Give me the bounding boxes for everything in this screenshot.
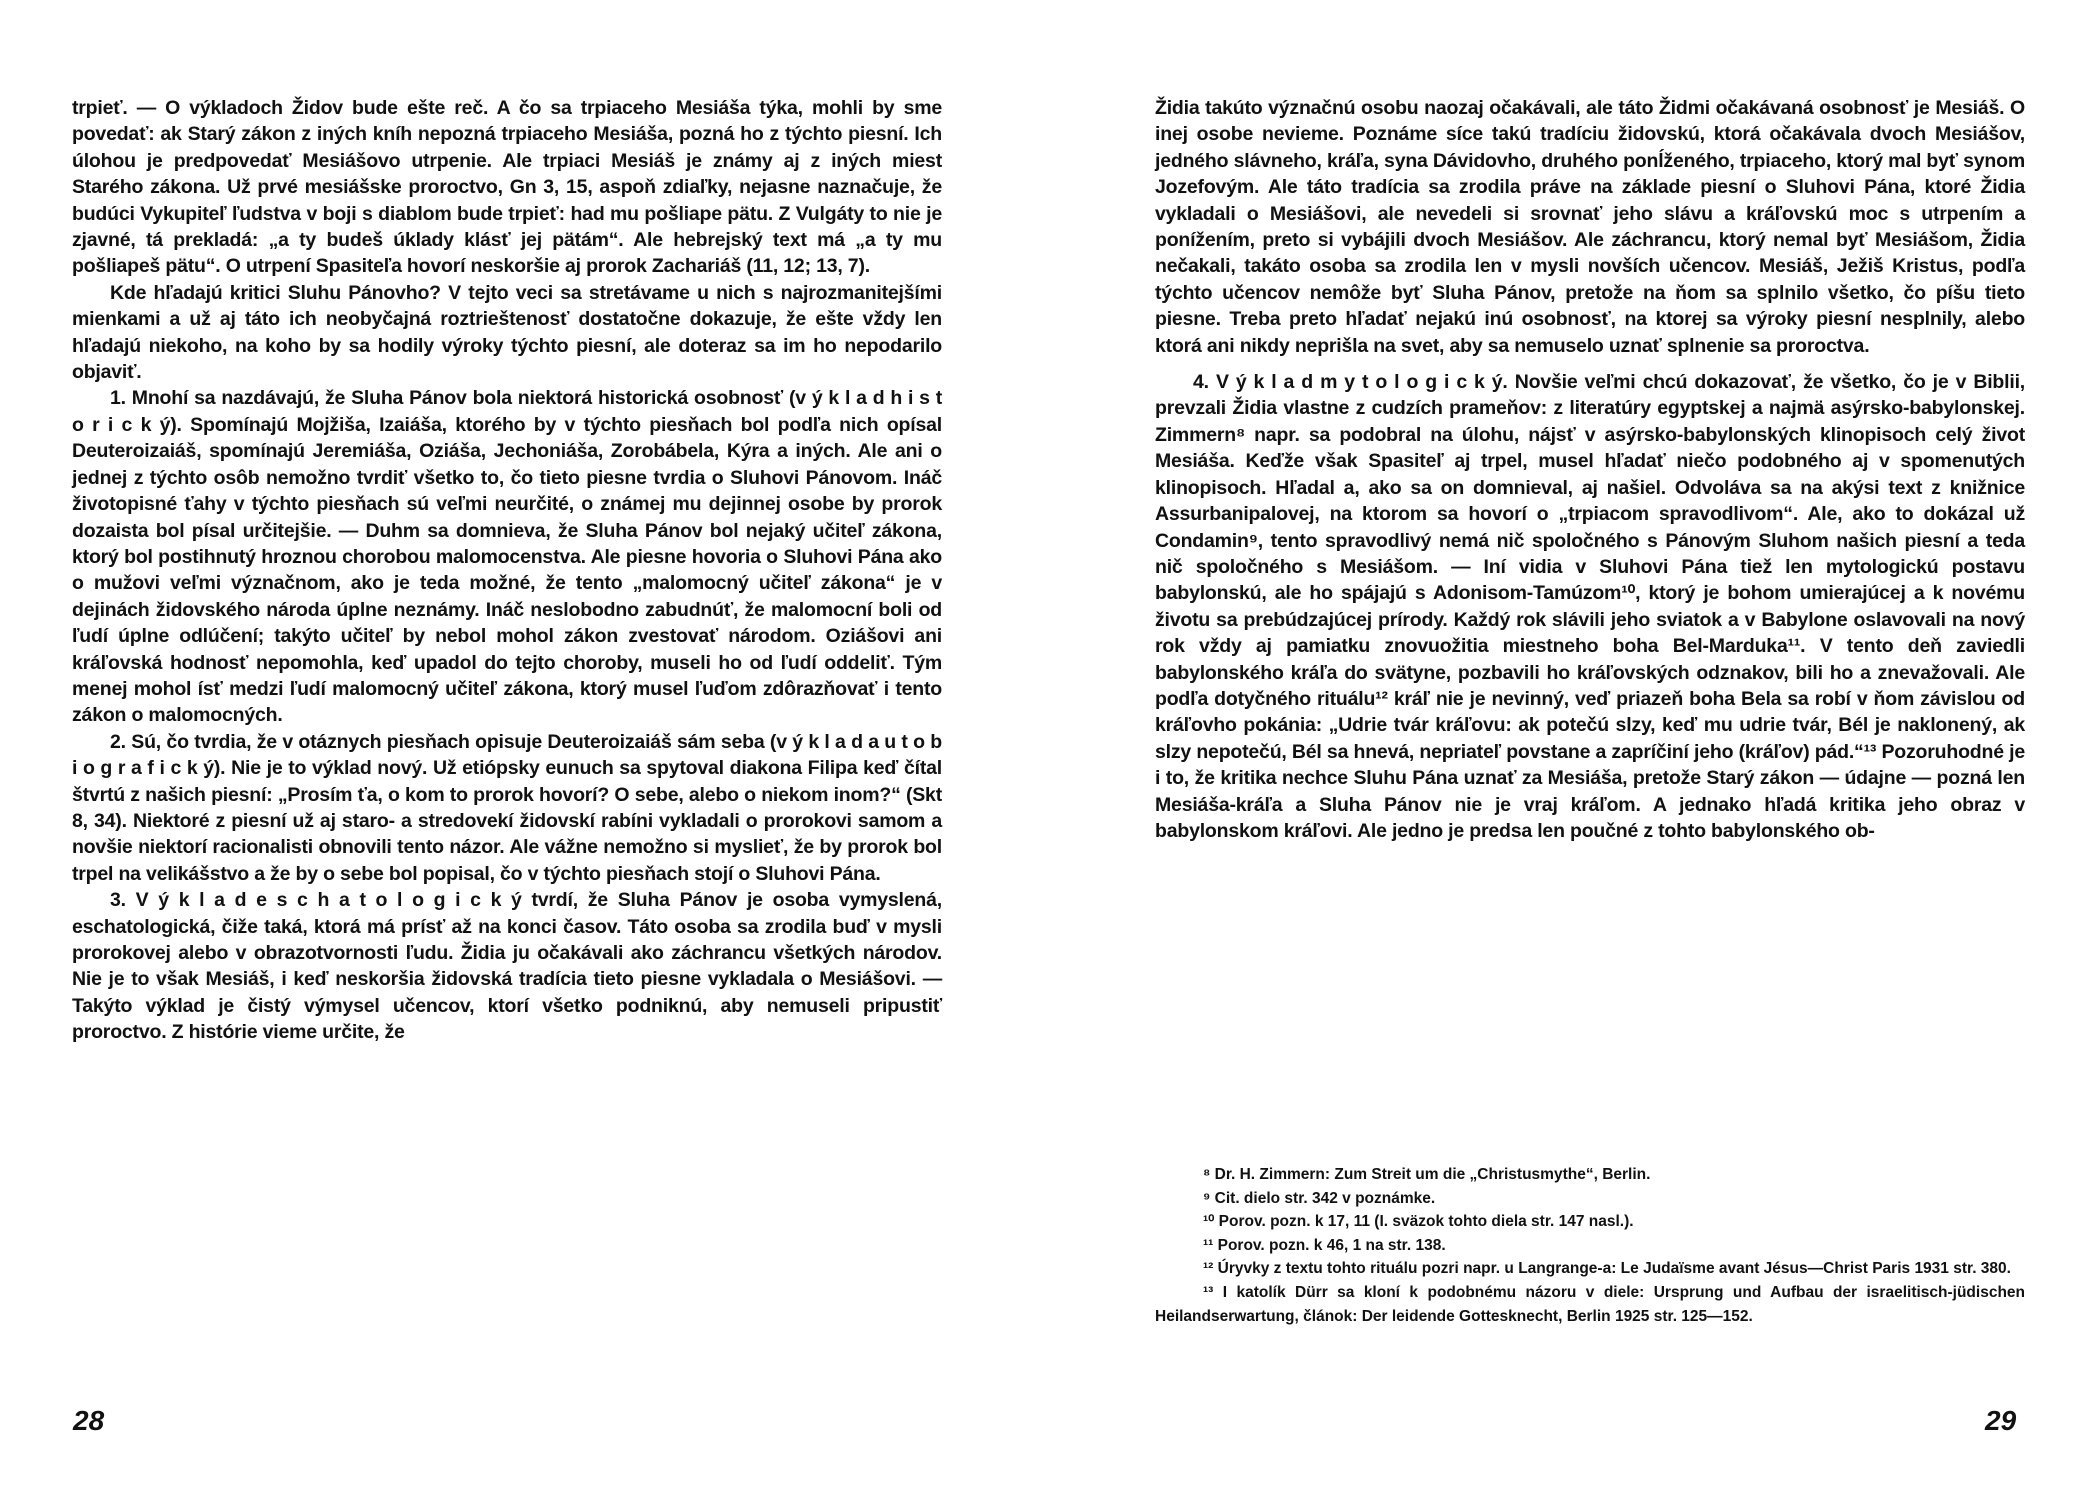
paragraph: Kde hľadajú kritici Sluhu Pánovho? V tejto veci sa stretávame u nich s najrozmanitejšími mienkami a už aj táto ich neobyčajná roztrieštenosť dostatočne dokazuje, že ešte vždy len hľadajú niekoho, na koho by sa hodily výroky týchto piesní, ale doteraz sa im ho nepodarilo objaviť.: [72, 281, 942, 384]
paragraph: 1. Mnohí sa nazdávajú, že Sluha Pánov bola niektorá historická osobnosť (v ý k l a d h i s t o r i c k ý). Spomínajú Mojžiša, Izaiáša, ktorého by v týchto piesňach bol podľa nich opísal Deuteroizaiáš, spomínajú Jeremiáša, Oziáša, Jechoniáša, Zorobábela, Kýra a iných. Ale ani o jednej z týchto osôb nemožno tvrdiť všetko to, čo tieto piesne tvrdia o Sluhovi Pánovom. Ináč životopisné ťahy v týchto piesňach sú veľmi neurčité, o známej mu dejinnej osobe by prorok dozaista bol písal určitejšie. — Duhm sa domnieva, že Sluha Pánov bol nejaký učiteľ zákona, ktorý bol postihnutý hroznou chorobou malomocenstva. Ale piesne hovoria o Sluhovi Pána ako o mužovi veľmi význačnom, ako je teda možné, že tento „malomocný učiteľ zákona“ je v dejinách židovského národa úplne neznámy. Ináč neslobodno zabudnúť, že malomocní boli od ľudí úplne odlúčení; takýto učiteľ by nebol mohol zákon zvestovať národom. Oziášovi ani kráľovská hodnosť nepomohla, keď upadol do tejto choroby, museli ho od ľudí oddeliť. Tým menej mohol ísť medzi ľudí malomocný učiteľ zákona, ktorý musel ľuďom zdôrazňovať i tento zákon o malomocných.: [72, 387, 942, 727]
footnote: ¹³ I katolík Dürr sa kloní k podobnému názoru v diele: Ursprung und Aufbau der israelitisch-jüdischen Heilandserwartung, článok: Der leidende Gottesknecht, Berlin 1925 str. 125—152.: [1155, 1283, 2025, 1325]
paragraph: 3. V ý k l a d e s c h a t o l o g i c k ý tvrdí, že Sluha Pánov je osoba vymyslená, eschatologická, čiže taká, ktorá má prísť až na konci časov. Táto osoba sa zrodila buď v mysli prorokovej alebo v obrazotvornosti ľudu. Židia ju očakávali ako záchrancu všetkých národov. Nie je to však Mesiáš, i keď neskoršia židovská tradícia tieto piesne vykladala o Mesiášovi. — Takýto výklad je čistý výmysel učencov, ktorí všetko podniknú, aby nemuseli pripustiť proroctvo. Z histórie vieme určite, že: [72, 889, 942, 1044]
footnote: ⁸ Dr. H. Zimmern: Zum Streit um die „Christusmythe“, Berlin.: [1203, 1166, 1651, 1183]
paragraph: 4. V ý k l a d m y t o l o g i c k ý. Novšie veľmi chcú dokazovať, že všetko, čo je v Biblii, prevzali Židia vlastne z cudzích prameňov: z literatúry egyptskej a najmä asýrsko-babylonskej. Zimmern⁸ napr. sa podobral na úlohu, nájsť v asýrsko-babylonských klinopisoch celý život Mesiáša. Keďže však Spasiteľ aj trpel, musel hľadať niečo podobného aj v spomenutých klinopisoch. Hľadal a, ako sa on domnieval, aj našiel. Odvoláva sa na akýsi text z knižnice Assurbanipalovej, na ktorom sa hovorí o „trpiacom spravodlivom“. Ale, ako to dokázal už Condamin⁹, tento spravodlivý nemá nič spoločného s Pánovým Sluhom našich piesní a teda nič spoločného s Mesiášom. — Iní vidia v Sluhovi Pána tiež len mytologickú postavu babylonskú, ale ho spájajú s Adonisom-Tamúzom¹⁰, ktorý je bohom umierajúcej a k novému životu sa prebúdzajúcej prírody. Každý rok slávili jeho sviatok a v Babylone oslavovali na nový rok vždy aj pamiatku znovuožitia miestneho boha Bel-Marduka¹¹. V tento deň zaviedli babylonského kráľa do svätyne, pozbavili ho kráľovských odznakov, bili ho a znevažovali. Ale podľa dotyčného rituálu¹² kráľ nie je nevinný, veď priazeň boha Bela sa robí v ňom závislou od kráľovho pokánia: „Udrie tvár kráľovu: ak potečú slzy, keď mu udrie tvár, Bél je naklonený, ak slzy nepotečú, Bél sa hnevá, nepriateľ povstane a zapríčiní jeho (kráľov) pád.“¹³ Pozoruhodné je i to, že kritika nechce Sluhu Pána uznať za Mesiáša, pretože Starý zákon — údajne — pozná len Mesiáša-kráľa a Sluha Pánov nie je vraj kráľom. A jednako hľadá kritika jeho obraz v babylonskom kráľovi. Ale jedno je predsa len poučné z tohto babylonského ob-: [1155, 371, 2025, 842]
footnote: ⁹ Cit. dielo str. 342 v poznámke.: [1203, 1189, 1436, 1207]
left-page-text: [72, 95, 942, 1046]
paragraph: 2. Sú, čo tvrdia, že v otáznych piesňach opisuje Deuteroizaiáš sám seba (v ý k l a d a u t o b i o g r a f i c k ý). Nie je to výklad nový. Už etiópsky eunuch sa spytoval diakona Filipa keď čítal štvrtú z našich piesní: „Prosím ťa, o kom to prorok hovorí? O sebe, alebo o niekom inom?“ (Skt 8, 34). Niektoré z piesní už aj staro- a stredovekí židovskí rabíni vykladali o prorokovi samom a novšie niektorí racionalisti obnovili tento názor. Ale vážne nemožno si myslieť, že by prorok bol trpel na velikášstvo a že by o sebe bol popisal, čo v týchto piesňach stojí o Sluhovi Pána.: [72, 730, 942, 885]
footnote: ¹⁰ Porov. pozn. k 17, 11 (I. sväzok tohto diela str. 147 nasl.).: [1203, 1213, 1634, 1231]
footnote: ¹² Úryvky z textu tohto rituálu pozri napr. u Langrange-a: Le Judaïsme avant Jésus—Christ Paris 1931 str. 380.: [1203, 1260, 2011, 1278]
right-page-text: [1155, 95, 2025, 844]
page-number-left: 28: [73, 1405, 105, 1436]
footnote: ¹¹ Porov. pozn. k 46, 1 na str. 138.: [1203, 1236, 1446, 1254]
paragraph: Židia takúto význačnú osobu naozaj očakávali, ale táto Židmi očakávaná osobnosť je Mesiáš. O inej osobe nevieme. Poznáme síce takú tradíciu židovskú, ktorá očakávala dvoch Mesiášov, jedného slávneho, kráľa, syna Dávidovho, druhého ponĺženého, trpiaceho, ktorý mal byť synom Jozefovým. Ale táto tradícia sa zrodila práve na základe piesní o Sluhovi Pána, ktoré Židia vykladali o Mesiášovi, ale nevedeli si srovnať jeho slávu a kráľovskú moc s utrpením a ponížením, preto si vybájili dvoch Mesiášov. Ale záchrancu, ktorý nemal byť Mesiášom, Židia nečakali, takáto osoba sa zrodila len v mysli novších učencov. Mesiáš, Ježiš Kristus, podľa týchto učencov nemôže byť Sluha Pánov, pretože na ňom sa splnilo všetko, čo píšu tieto piesne. Treba preto hľadať nejakú inú osobnosť, na ktorej sa výroky piesní nesplnily, alebo ktorá ani nikdy neprišla na svet, aby sa nemuselo uznať splnenie sa proroctva.: [1155, 97, 2025, 357]
footnotes: [1155, 1163, 2025, 1328]
paragraph: trpieť. — O výkladoch Židov bude ešte reč. A čo sa trpiaceho Mesiáša týka, mohli by sme povedať: ak Starý zákon z iných kníh nepozná trpiaceho Mesiáša, pozná ho z týchto piesní. Ich úlohou je predpovedať Mesiášovo utrpenie. Ale trpiaci Mesiáš je známy aj z iných miest Starého zákona. Už prvé mesiášske proroctvo, Gn 3, 15, aspoň zdiaľky, nejasne naznačuje, že budúci Vykupiteľ ľudstva v boji s diablom bude trpieť: had mu pošliape pätu. Z Vulgáty to nie je zjavné, tá prekladá: „a ty budeš úklady klásť jej pätám“. Ale hebrejský text má „a ty mu pošliapeš pätu“. O utrpení Spasiteľa hovorí neskoršie aj prorok Zachariáš (11, 12; 13, 7).: [72, 97, 942, 278]
page-number-right: 29: [1985, 1405, 2017, 1436]
